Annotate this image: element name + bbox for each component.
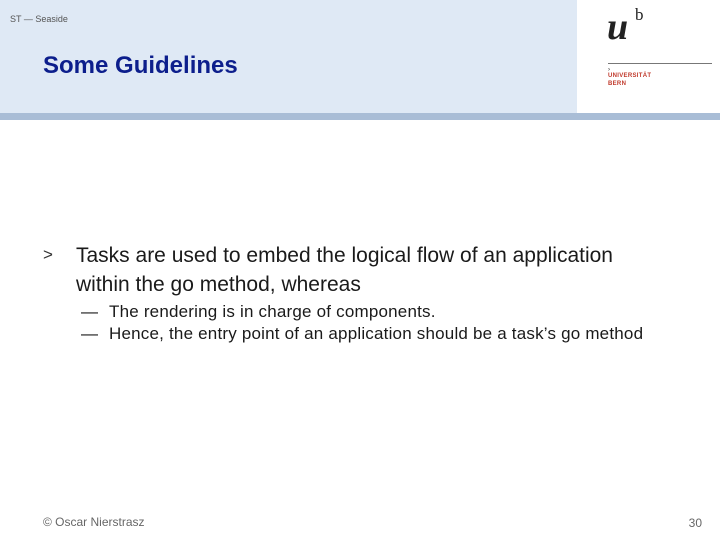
- header-divider: [0, 113, 720, 120]
- sub-bullet-item: [43, 301, 663, 323]
- logo-letter-u: u: [607, 6, 629, 48]
- sub-bullet-text: The rendering is in charge of components.: [109, 302, 436, 321]
- dash-marker: —: [81, 324, 99, 343]
- logo-line-bern: BERN: [608, 80, 627, 87]
- university-logo: [577, 0, 720, 113]
- breadcrumb: ST — Seaside: [10, 14, 68, 24]
- slide-title: Some Guidelines: [43, 52, 238, 79]
- logo-wordmark: [608, 67, 651, 89]
- logo-letter-b: b: [635, 5, 644, 24]
- sub-bullet-text: Hence, the entry point of an application should be a task’s go method: [109, 324, 644, 343]
- slide-content: [43, 241, 663, 345]
- bullet-text: Tasks are used to embed the logical flow of an application within the go method, whereas: [76, 244, 613, 296]
- dash-marker: —: [81, 302, 99, 321]
- sub-bullet-item: [43, 323, 663, 345]
- sub-bullet-list: [43, 301, 663, 345]
- footer-author: © Oscar Nierstrasz: [43, 515, 145, 529]
- bullet-item: [43, 241, 663, 299]
- logo-line-universitaet: UNIVERSITÄT: [608, 73, 652, 79]
- page-number: 30: [688, 516, 702, 530]
- logo-rule: [608, 63, 712, 64]
- bullet-marker: >: [43, 245, 53, 264]
- logo-mark: ›: [608, 67, 611, 73]
